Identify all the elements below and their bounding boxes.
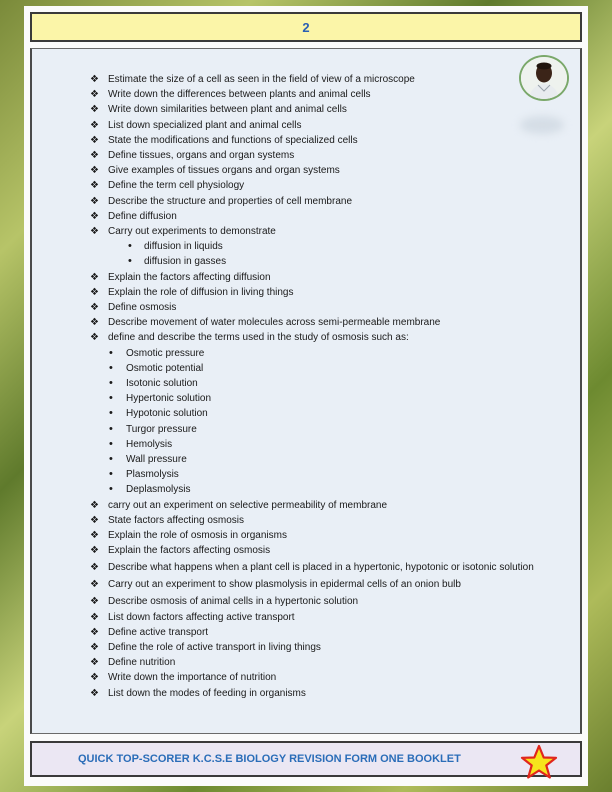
objective-item: [90, 543, 558, 558]
diamond-bullet-icon: ❖: [90, 578, 99, 590]
sub-objective-item: [90, 361, 558, 376]
objectives-list: [90, 72, 558, 701]
sub-objective-item: [90, 239, 558, 254]
objective-text: List down factors affecting active transport: [108, 611, 295, 623]
objective-text: define and describe the terms used in the study of osmosis such as:: [108, 332, 409, 344]
page-header: [30, 12, 582, 42]
objective-text: Describe the structure and properties of cell membrane: [108, 195, 353, 207]
sub-objective-item: [90, 391, 558, 406]
objective-item: [90, 133, 558, 148]
diamond-bullet-icon: ❖: [90, 514, 99, 526]
objective-text: Write down the importance of nutrition: [108, 672, 277, 684]
objective-item: [90, 655, 558, 670]
objective-item: [90, 559, 558, 576]
diamond-bullet-icon: ❖: [90, 561, 99, 573]
objective-text: Hypotonic solution: [126, 408, 208, 420]
sub-objective-item: [90, 452, 558, 467]
sub-objective-item: [90, 346, 558, 361]
objective-item: [90, 118, 558, 133]
objective-item: [90, 670, 558, 685]
objective-text: Carry out experiments to demonstrate: [108, 226, 276, 238]
objective-text: carry out an experiment on selective permeability of membrane: [108, 499, 388, 511]
objective-text: diffusion in liquids: [144, 241, 223, 253]
objective-text: Explain the factors affecting osmosis: [108, 545, 271, 557]
page-footer: [30, 741, 582, 777]
objective-item: [90, 513, 558, 528]
diamond-bullet-icon: ❖: [90, 89, 99, 101]
objective-text: Write down the differences between plants and animal cells: [108, 89, 371, 101]
diamond-bullet-icon: ❖: [90, 545, 99, 557]
diamond-bullet-icon: ❖: [90, 657, 99, 669]
objective-item: [90, 209, 558, 224]
objective-text: Hemolysis: [126, 438, 173, 450]
objective-text: Explain the factors affecting diffusion: [108, 271, 271, 283]
objective-item: [90, 300, 558, 315]
diamond-bullet-icon: ❖: [90, 271, 99, 283]
dot-bullet-icon: •: [109, 361, 113, 374]
diamond-bullet-icon: ❖: [90, 119, 99, 131]
objective-item: [90, 87, 558, 102]
objective-text: Define the term cell physiology: [108, 180, 245, 192]
objective-text: Define nutrition: [108, 657, 176, 669]
dot-bullet-icon: •: [109, 407, 113, 420]
diamond-bullet-icon: ❖: [90, 626, 99, 638]
footer-title: QUICK TOP-SCORER K.C.S.E BIOLOGY REVISION FORM ONE BOOKLET: [78, 753, 461, 765]
objective-text: Describe osmosis of animal cells in a hypertonic solution: [108, 595, 359, 607]
diamond-bullet-icon: ❖: [90, 286, 99, 298]
objective-text: Osmotic potential: [126, 362, 204, 374]
objective-item: [90, 610, 558, 625]
diamond-bullet-icon: ❖: [90, 210, 99, 222]
objective-text: List down the modes of feeding in organisms: [108, 687, 306, 699]
objective-text: Give examples of tissues organs and organ systems: [108, 165, 340, 177]
objective-item: [90, 102, 558, 117]
diamond-bullet-icon: ❖: [90, 687, 99, 699]
dot-bullet-icon: •: [109, 392, 113, 405]
objective-item: [90, 640, 558, 655]
objective-item: [90, 224, 558, 239]
diamond-bullet-icon: ❖: [90, 595, 99, 607]
objective-item: [90, 194, 558, 209]
diamond-bullet-icon: ❖: [90, 332, 99, 344]
sub-objective-item: [90, 422, 558, 437]
sub-objective-item: [90, 482, 558, 497]
diamond-bullet-icon: ❖: [90, 74, 99, 85]
objective-text: Explain the role of diffusion in living things: [108, 286, 294, 298]
objective-text: Hypertonic solution: [126, 393, 212, 405]
diamond-bullet-icon: ❖: [90, 499, 99, 511]
dot-bullet-icon: •: [128, 240, 132, 253]
diamond-bullet-icon: ❖: [90, 530, 99, 542]
dot-bullet-icon: •: [109, 468, 113, 481]
objective-text: Describe what happens when a plant cell is placed in a hypertonic, hypotonic or isotonic solution: [108, 561, 534, 573]
objective-text: Define the role of active transport in living things: [108, 641, 321, 653]
objective-item: [90, 270, 558, 285]
dot-bullet-icon: •: [109, 437, 113, 450]
sub-objective-item: [90, 406, 558, 421]
objective-item: [90, 686, 558, 701]
objective-text: Carry out an experiment to show plasmolysis in epidermal cells of an onion bulb: [108, 578, 461, 590]
star-icon: [519, 744, 559, 780]
diamond-bullet-icon: ❖: [90, 611, 99, 623]
diamond-bullet-icon: ❖: [90, 672, 99, 684]
objective-item: [90, 576, 558, 593]
sub-objective-item: [90, 467, 558, 482]
page-number: 2: [302, 19, 310, 35]
diamond-bullet-icon: ❖: [90, 150, 99, 162]
objective-item: [90, 528, 558, 543]
objective-text: Define active transport: [108, 626, 209, 638]
objective-item: [90, 625, 558, 640]
diamond-bullet-icon: ❖: [90, 134, 99, 146]
dot-bullet-icon: •: [109, 453, 113, 466]
objective-item: [90, 148, 558, 163]
diamond-bullet-icon: ❖: [90, 180, 99, 192]
sub-objective-item: [90, 376, 558, 391]
objective-text: Define diffusion: [108, 210, 177, 222]
objective-text: State the modifications and functions of specialized cells: [108, 134, 358, 146]
objective-text: Estimate the size of a cell as seen in the field of view of a microscope: [108, 74, 415, 85]
objective-text: Define osmosis: [108, 302, 177, 314]
objective-text: diffusion in gasses: [144, 256, 227, 268]
diamond-bullet-icon: ❖: [90, 641, 99, 653]
objective-text: Explain the role of osmosis in organisms: [108, 530, 287, 542]
diamond-bullet-icon: ❖: [90, 317, 99, 329]
objective-text: State factors affecting osmosis: [108, 514, 244, 526]
objective-item: [90, 72, 558, 87]
diamond-bullet-icon: ❖: [90, 195, 99, 207]
objective-text: Describe movement of water molecules across semi-permeable membrane: [108, 317, 441, 329]
objective-text: Turgor pressure: [126, 423, 197, 435]
sub-objective-item: [90, 437, 558, 452]
dot-bullet-icon: •: [109, 377, 113, 390]
objective-text: Osmotic pressure: [126, 347, 205, 359]
objective-text: Wall pressure: [126, 454, 187, 466]
objective-item: [90, 593, 558, 610]
objective-item: [90, 315, 558, 330]
sub-objective-item: [90, 254, 558, 269]
objective-text: Plasmolysis: [126, 469, 179, 481]
objective-item: [90, 330, 558, 345]
diamond-bullet-icon: ❖: [90, 302, 99, 314]
objective-text: Isotonic solution: [126, 378, 198, 390]
dot-bullet-icon: •: [128, 255, 132, 268]
diamond-bullet-icon: ❖: [90, 104, 99, 116]
objective-item: [90, 285, 558, 300]
objective-text: Deplasmolysis: [126, 484, 191, 496]
objective-item: [90, 178, 558, 193]
dot-bullet-icon: •: [109, 422, 113, 435]
objective-text: Define tissues, organs and organ systems: [108, 150, 295, 162]
diamond-bullet-icon: ❖: [90, 165, 99, 177]
objective-item: [90, 163, 558, 178]
objective-item: [90, 498, 558, 513]
diamond-bullet-icon: ❖: [90, 226, 99, 238]
objective-text: Write down similarities between plant and animal cells: [108, 104, 347, 116]
dot-bullet-icon: •: [109, 346, 113, 359]
dot-bullet-icon: •: [109, 483, 113, 496]
objective-text: List down specialized plant and animal cells: [108, 119, 302, 131]
